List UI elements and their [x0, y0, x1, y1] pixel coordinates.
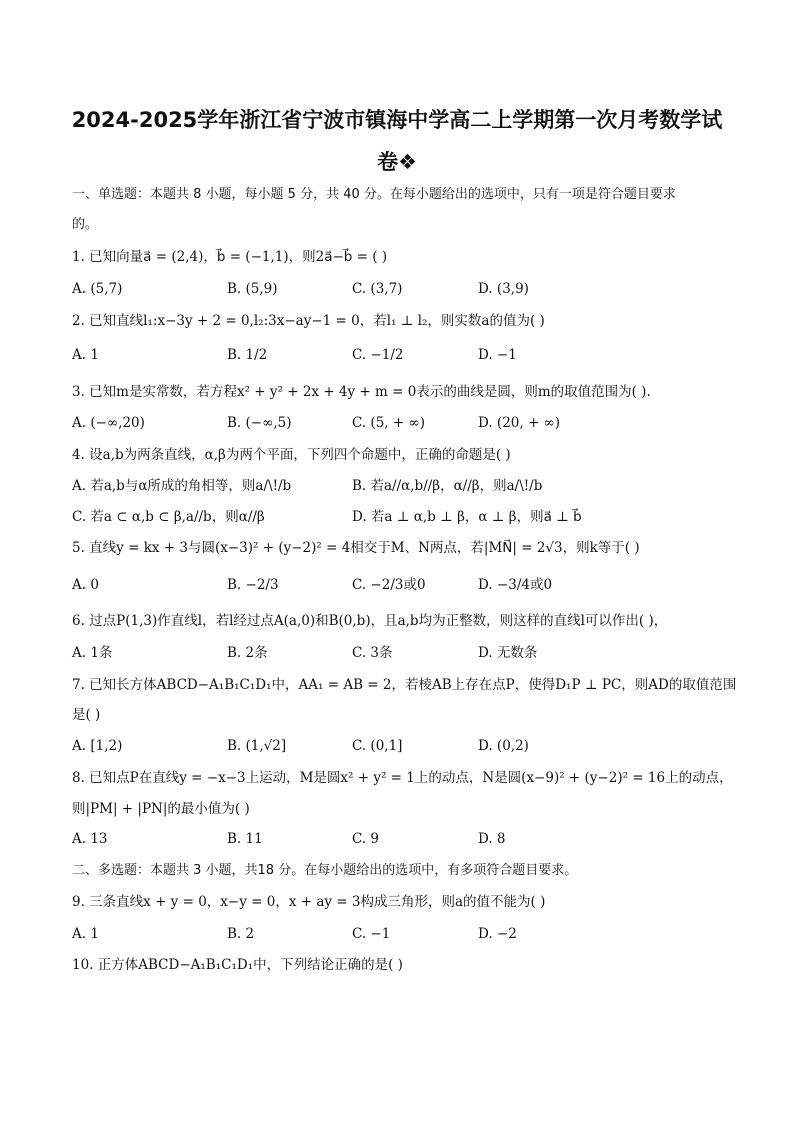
- option-d[interactable]: D. (0,2): [478, 738, 529, 754]
- question-4-options-row2: [72, 507, 724, 527]
- question-3-options: [72, 413, 724, 433]
- question-5-stem: 5. 直线y = kx + 3与圆(x−3)² + (y−2)² = 4相交于M、N两点，若|MN⃗| = 2√3，则k等于( ): [72, 540, 640, 556]
- option-d[interactable]: D. −2: [478, 926, 517, 942]
- question-9-options: [72, 924, 724, 944]
- question-8-stem: 8. 已知点P在直线y = −x−3上运动，M是圆x² + y² = 1上的动点，N是圆(x−9)² + (y−2)² = 16上的动点，: [72, 770, 733, 786]
- exam-title-line2: 卷❖: [377, 150, 417, 174]
- question-5-options: [72, 575, 724, 595]
- option-a[interactable]: A. [1,2): [72, 738, 123, 754]
- option-b[interactable]: B. 1/2: [227, 347, 268, 363]
- option-c[interactable]: C. 9: [352, 831, 380, 847]
- option-a[interactable]: A. 1: [72, 347, 99, 363]
- option-b[interactable]: B. 2条: [227, 645, 268, 661]
- question-7-stem-cont: 是( ): [72, 707, 101, 723]
- question-2-options: [72, 345, 724, 365]
- question-3-stem: 3. 已知m是实常数，若方程x² + y² + 2x + 4y + m = 0表示的曲线是圆，则m的取值范围为( ).: [72, 384, 651, 400]
- question-8-options: [72, 829, 724, 849]
- option-c[interactable]: C. (3,7): [352, 281, 403, 297]
- option-a[interactable]: A. 1条: [72, 645, 113, 661]
- option-c[interactable]: C. 3条: [352, 645, 393, 661]
- option-a[interactable]: A. 若a,b与α所成的角相等，则a/\!/b: [72, 478, 292, 494]
- option-c[interactable]: C. −2/3或0: [352, 577, 426, 593]
- option-b[interactable]: B. (−∞,5): [227, 415, 292, 431]
- question-6-options: [72, 643, 724, 663]
- question-2-stem: 2. 已知直线l₁:x−3y + 2 = 0,l₂:3x−ay−1 = 0，若l₁ ⊥ l₂，则实数a的值为( ): [72, 313, 545, 329]
- option-d[interactable]: D. (3,9): [478, 281, 529, 297]
- option-c[interactable]: C. (5, + ∞): [352, 415, 425, 431]
- question-9-stem: 9. 三条直线x + y = 0，x−y = 0，x + ay = 3构成三角形，则a的值不能为( ): [72, 894, 546, 910]
- question-7-stem: 7. 已知长方体ABCD−A₁B₁C₁D₁中，AA₁ = AB = 2，若棱AB上存在点P，使得D₁P ⊥ PC，则AD的取值范围: [72, 677, 737, 693]
- question-4-stem: 4. 设a,b为两条直线，α,β为两个平面，下列四个命题中，正确的命题是( ): [72, 447, 511, 463]
- option-d[interactable]: D. 若a ⊥ α,b ⊥ β，α ⊥ β，则a⃗ ⊥ b⃗: [352, 509, 582, 525]
- option-b[interactable]: B. (5,9): [227, 281, 278, 297]
- question-4-options-row1: [72, 476, 724, 496]
- question-10-stem: 10. 正方体ABCD−A₁B₁C₁D₁中，下列结论正确的是( ): [72, 957, 403, 973]
- section1-heading: 一、单选题：本题共 8 小题，每小题 5 分，共 40 分。在每小题给出的选项中，只有一项是符合题目要求: [72, 187, 676, 202]
- option-a[interactable]: A. (5,7): [72, 281, 123, 297]
- section2-heading: 二、多选题：本题共 3 小题，共18 分。在每小题给出的选项中，有多项符合题目要求。: [72, 863, 578, 878]
- option-b[interactable]: B. 11: [227, 831, 263, 847]
- option-d[interactable]: D. (20, + ∞): [478, 415, 561, 431]
- option-c[interactable]: C. 若a ⊂ α,b ⊂ β,a//b，则α//β: [72, 509, 265, 525]
- option-c[interactable]: C. −1/2: [352, 347, 404, 363]
- option-a[interactable]: A. (−∞,20): [72, 415, 145, 431]
- option-b[interactable]: B. (1,√2]: [227, 738, 287, 754]
- option-d[interactable]: D. 无数条: [478, 645, 538, 661]
- question-1-options: [72, 279, 724, 299]
- question-6-stem: 6. 过点P(1,3)作直线l，若l经过点A(a,0)和B(0,b)，且a,b均为正整数，则这样的直线l可以作出( )，: [72, 613, 668, 629]
- option-b[interactable]: B. −2/3: [227, 577, 279, 593]
- option-d[interactable]: D. −1: [478, 347, 517, 363]
- option-d[interactable]: D. −3/4或0: [478, 577, 553, 593]
- exam-title-line1: 2024-2025学年浙江省宁波市镇海中学高二上学期第一次月考数学试: [71, 108, 723, 132]
- option-c[interactable]: C. −1: [352, 926, 391, 942]
- section1-heading-cont: 的。: [72, 217, 99, 232]
- option-a[interactable]: A. 0: [72, 577, 99, 593]
- question-8-stem-cont: 则|PM| + |PN|的最小值为( ): [72, 801, 250, 817]
- option-a[interactable]: A. 13: [72, 831, 108, 847]
- option-c[interactable]: C. (0,1]: [352, 738, 403, 754]
- option-a[interactable]: A. 1: [72, 926, 99, 942]
- question-7-options: [72, 736, 724, 756]
- option-b[interactable]: B. 若a//α,b//β，α//β，则a/\!/b: [352, 478, 543, 494]
- option-b[interactable]: B. 2: [227, 926, 255, 942]
- question-1-stem: 1. 已知向量a⃗ = (2,4)，b⃗ = (−1,1)，则2a⃗−b⃗ = ( ): [72, 249, 388, 265]
- option-d[interactable]: D. 8: [478, 831, 506, 847]
